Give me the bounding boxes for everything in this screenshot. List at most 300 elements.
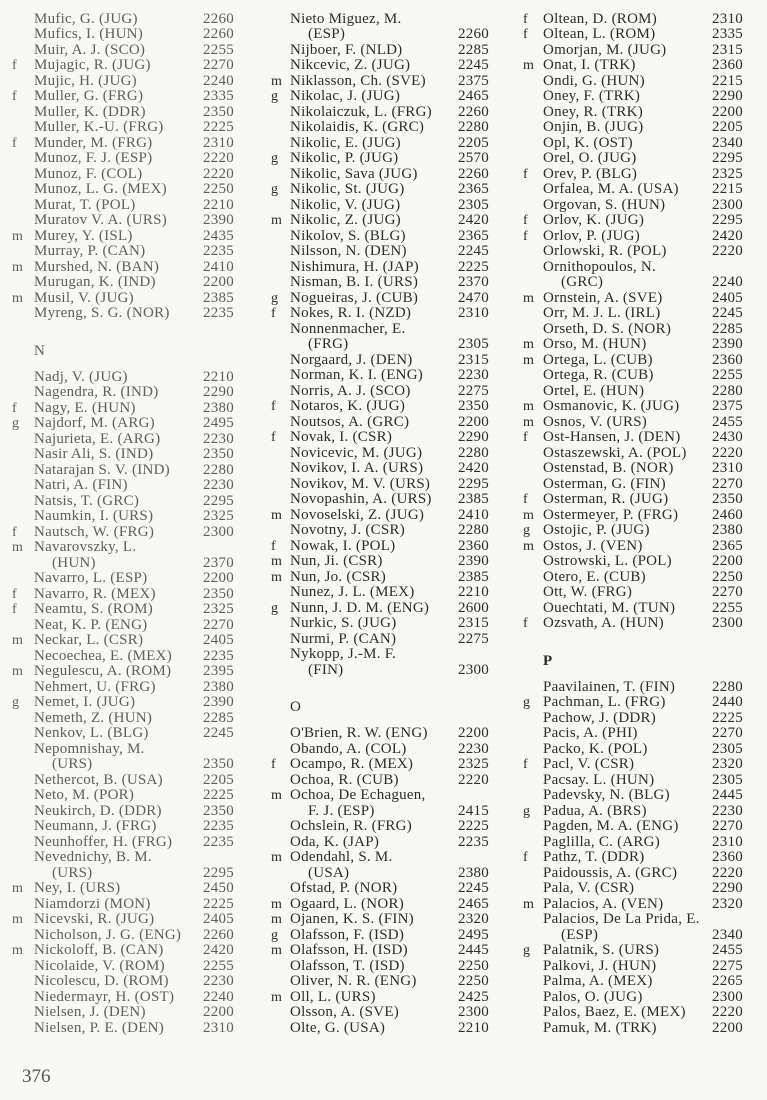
player-entry xyxy=(12,618,234,634)
player-name: Omorjan, M. (JUG) xyxy=(543,41,667,58)
player-name: Ocampo, R. (MEX) xyxy=(290,756,414,772)
player-name: Novicevic, M. (JUG) xyxy=(290,444,423,461)
player-name-continuation: (FRG) xyxy=(308,336,349,352)
player-rating: 2250 xyxy=(203,181,234,197)
player-name: Noutsos, A. (GRC) xyxy=(290,413,410,430)
player-name: Orlov, K. (JUG) xyxy=(543,212,645,228)
player-name: Norris, A. J. (SCO) xyxy=(290,382,411,399)
player-rating: 2405 xyxy=(203,632,234,648)
player-name-continuation: (URS) xyxy=(52,756,93,772)
player-entry xyxy=(523,835,743,851)
player-entry xyxy=(12,291,234,307)
player-entry xyxy=(12,912,234,928)
title-marker: m xyxy=(12,259,24,275)
title-marker: g xyxy=(271,151,279,166)
player-rating: 2470 xyxy=(458,289,489,306)
player-entry xyxy=(271,990,489,1006)
column-1 xyxy=(12,12,234,1037)
player-rating: 2335 xyxy=(712,26,743,42)
section-letter-heading xyxy=(523,654,743,670)
player-rating: 2270 xyxy=(203,616,234,633)
player-entry xyxy=(12,711,234,727)
player-entry xyxy=(271,897,489,913)
player-entry xyxy=(12,182,234,198)
player-name: Munoz, F. (COL) xyxy=(34,165,143,182)
player-entry xyxy=(12,494,234,510)
player-entry xyxy=(12,602,234,618)
player-name: Nikcevic, Z. (JUG) xyxy=(290,57,411,73)
player-name: Palacios, De La Prida, E. xyxy=(543,911,700,927)
player-rating: 2225 xyxy=(203,787,234,803)
player-entry xyxy=(12,370,234,386)
player-name: Ostaszewski, A. (POL) xyxy=(543,444,687,461)
player-entry xyxy=(12,680,234,696)
player-name: Nonnenmacher, E. xyxy=(290,320,406,337)
player-entry xyxy=(271,616,489,632)
player-rating: 2305 xyxy=(458,336,489,352)
player-entry xyxy=(271,182,489,198)
player-entry xyxy=(271,89,489,105)
player-name: Muller, K. (DDR) xyxy=(34,103,146,120)
player-name: Pamuk, M. (TRK) xyxy=(543,1019,657,1036)
player-entry xyxy=(271,788,489,804)
player-entry xyxy=(271,928,489,944)
player-name: Ornstein, A. (SVE) xyxy=(543,289,663,306)
player-name: Nenkov, L. (BLG) xyxy=(34,725,149,741)
player-entry xyxy=(12,43,234,59)
player-rating: 2205 xyxy=(458,134,489,151)
title-marker: g xyxy=(271,290,279,306)
player-rating: 2350 xyxy=(458,398,489,414)
player-name: Orev, P. (BLG) xyxy=(543,165,638,182)
player-entry xyxy=(271,198,489,214)
player-entry xyxy=(12,571,234,587)
player-name: Orgovan, S. (HUN) xyxy=(543,196,666,213)
player-rating: 2245 xyxy=(458,880,489,896)
player-rating: 2250 xyxy=(458,973,489,989)
player-name: Olafsson, F. (ISD) xyxy=(290,926,405,943)
player-entry xyxy=(271,368,489,384)
player-entry xyxy=(523,430,743,446)
player-entry xyxy=(523,384,743,400)
player-name: Orlov, P. (JUG) xyxy=(543,227,640,244)
player-name: Nogueiras, J. (CUB) xyxy=(290,289,419,306)
player-name: Naumkin, I. (URS) xyxy=(34,508,154,524)
player-rating: 2270 xyxy=(712,725,743,741)
player-entry xyxy=(523,601,743,617)
title-marker: g xyxy=(12,695,20,710)
player-name: O'Brien, R. W. (ENG) xyxy=(290,725,428,741)
title-marker: m xyxy=(271,73,283,89)
player-entry xyxy=(523,58,743,74)
player-name: Musil, V. (JUG) xyxy=(34,289,134,306)
player-entry xyxy=(12,990,234,1006)
player-entry xyxy=(523,1005,743,1021)
player-rating: 2450 xyxy=(203,880,234,896)
player-entry xyxy=(12,275,234,291)
player-rating: 2360 xyxy=(712,849,743,865)
player-name: Munoz, L. G. (MEX) xyxy=(34,181,167,197)
player-name: Obando, A. (COL) xyxy=(290,740,407,757)
title-marker: m xyxy=(523,58,535,73)
player-entry xyxy=(271,244,489,260)
player-rating: 2270 xyxy=(203,57,234,73)
player-entry xyxy=(271,523,489,539)
player-name: Orso, M. (HUN) xyxy=(543,336,647,352)
player-entry xyxy=(271,943,489,959)
player-name: Nilsson, N. (DEN) xyxy=(290,243,407,259)
player-rating: 2325 xyxy=(458,756,489,772)
player-rating: 2285 xyxy=(458,41,489,58)
player-entry xyxy=(12,447,234,463)
player-entry xyxy=(12,974,234,990)
player-rating: 2275 xyxy=(458,630,489,647)
player-entry xyxy=(12,463,234,479)
player-name: Mufic, G. (JUG) xyxy=(34,10,138,27)
player-entry xyxy=(523,974,743,990)
player-rating: 2220 xyxy=(203,165,234,182)
player-rating: 2365 xyxy=(458,227,489,244)
player-name: Oney, R. (TRK) xyxy=(543,103,644,120)
player-entry xyxy=(271,399,489,415)
player-entry xyxy=(523,819,743,835)
player-name: Neto, M. (POR) xyxy=(34,787,135,803)
player-entry xyxy=(271,58,489,74)
player-rating: 2200 xyxy=(458,725,489,741)
player-rating: 2325 xyxy=(203,601,234,617)
title-marker: g xyxy=(271,182,279,197)
player-entry xyxy=(271,508,489,524)
player-name: Ostenstad, B. (NOR) xyxy=(543,460,674,476)
player-rating: 2335 xyxy=(203,88,234,104)
player-rating: 2315 xyxy=(712,41,743,58)
title-marker: m xyxy=(12,633,24,648)
player-rating: 2445 xyxy=(458,942,489,958)
player-rating: 2300 xyxy=(458,661,489,678)
player-name: Nurmi, P. (CAN) xyxy=(290,630,397,647)
player-entry-continuation xyxy=(271,804,489,820)
title-marker: g xyxy=(271,600,279,616)
player-name: Oliver, N. R. (ENG) xyxy=(290,973,417,989)
player-rating: 2220 xyxy=(712,444,743,461)
player-name: Osterman, G. (FIN) xyxy=(543,475,666,492)
player-name: Ogaard, L. (NOR) xyxy=(290,895,404,912)
player-rating: 2245 xyxy=(203,725,234,741)
player-entry xyxy=(271,430,489,446)
player-entry xyxy=(271,601,489,617)
player-name: Pagden, M. A. (ENG) xyxy=(543,818,679,834)
player-name: Packo, K. (POL) xyxy=(543,740,648,757)
player-entry xyxy=(12,432,234,448)
title-marker: f xyxy=(523,166,528,182)
player-rating: 2315 xyxy=(458,351,489,368)
player-entry xyxy=(523,616,743,632)
player-rating: 2220 xyxy=(712,864,743,881)
player-name-continuation: (ESP) xyxy=(561,926,599,943)
player-name: Nikolic, E. (JUG) xyxy=(290,134,401,151)
player-entry xyxy=(271,835,489,851)
player-name: Muir, A. J. (SCO) xyxy=(34,41,146,58)
player-entry xyxy=(523,74,743,90)
player-entry xyxy=(271,105,489,121)
title-marker: m xyxy=(271,912,283,927)
title-marker: f xyxy=(523,757,528,772)
player-rating: 2325 xyxy=(712,165,743,182)
player-rating: 2370 xyxy=(458,274,489,290)
player-entry-continuation xyxy=(523,275,743,291)
title-marker: m xyxy=(271,788,283,803)
title-marker: g xyxy=(523,943,531,958)
player-rating: 2275 xyxy=(712,957,743,974)
player-entry xyxy=(271,819,489,835)
title-marker: f xyxy=(12,586,17,602)
player-rating: 2395 xyxy=(203,663,234,679)
player-rating: 2360 xyxy=(458,537,489,554)
player-name: Oda, K. (JAP) xyxy=(290,833,380,850)
player-rating: 2310 xyxy=(712,460,743,476)
player-rating: 2260 xyxy=(458,165,489,182)
player-rating: 2320 xyxy=(712,756,743,772)
title-marker: m xyxy=(523,414,535,430)
player-entry xyxy=(523,136,743,152)
player-rating: 2390 xyxy=(203,694,234,710)
player-entry xyxy=(12,167,234,183)
player-name: Olte, G. (USA) xyxy=(290,1019,386,1036)
player-name-continuation: (GRC) xyxy=(561,274,604,290)
player-rating: 2200 xyxy=(458,413,489,430)
player-rating: 2410 xyxy=(203,258,234,275)
player-entry xyxy=(271,492,489,508)
player-entry xyxy=(523,788,743,804)
player-name: Nadj, V. (JUG) xyxy=(34,368,128,385)
player-name: Nielsen, J. (DEN) xyxy=(34,1004,146,1020)
player-entry xyxy=(523,492,743,508)
player-entry xyxy=(271,850,489,866)
player-rating: 2420 xyxy=(458,460,489,476)
player-rating: 2350 xyxy=(203,446,234,462)
player-rating: 2270 xyxy=(712,818,743,834)
title-marker: g xyxy=(271,927,279,943)
title-marker: m xyxy=(523,399,535,414)
player-entry xyxy=(271,322,489,338)
player-rating: 2290 xyxy=(458,429,489,445)
player-name-continuation: (FIN) xyxy=(308,661,344,678)
player-name: Oltean, D. (ROM) xyxy=(543,10,657,27)
player-rating: 2230 xyxy=(458,740,489,757)
player-entry xyxy=(523,291,743,307)
player-name: Munoz, F. J. (ESP) xyxy=(34,150,153,166)
player-name: Orseth, D. S. (NOR) xyxy=(543,320,672,337)
player-rating: 2465 xyxy=(458,895,489,912)
player-name: Nokes, R. I. (NZD) xyxy=(290,305,412,321)
player-name: Novoselski, Z. (JUG) xyxy=(290,506,425,523)
section-letter: N xyxy=(34,342,45,359)
player-rating: 2425 xyxy=(458,988,489,1005)
player-rating: 2200 xyxy=(203,570,234,586)
player-name: Nagendra, R. (IND) xyxy=(34,384,159,400)
player-rating: 2200 xyxy=(203,274,234,290)
player-rating: 2230 xyxy=(203,430,234,447)
player-entry xyxy=(271,1005,489,1021)
player-rating: 2240 xyxy=(712,274,743,290)
player-name: Oll, L. (URS) xyxy=(290,988,376,1005)
player-rating: 2360 xyxy=(712,57,743,73)
player-name: Orel, O. (JUG) xyxy=(543,150,637,166)
player-entry xyxy=(12,105,234,121)
player-name: Ostrowski, L. (POL) xyxy=(543,553,672,569)
player-name: Ney, I. (URS) xyxy=(34,880,121,896)
player-entry xyxy=(523,120,743,136)
player-name: Nevednichy, B. M. xyxy=(34,849,152,865)
player-rating: 2290 xyxy=(712,880,743,896)
title-marker: m xyxy=(271,213,283,228)
player-rating: 2225 xyxy=(458,818,489,834)
player-rating: 2300 xyxy=(458,1004,489,1020)
player-name: Olafsson, T. (ISD) xyxy=(290,957,405,974)
player-name: Palatnik, S. (URS) xyxy=(543,942,660,958)
player-entry xyxy=(271,647,489,663)
player-name: Nisman, B. I. (URS) xyxy=(290,274,419,290)
player-entry xyxy=(523,508,743,524)
player-entry xyxy=(523,12,743,28)
player-entry xyxy=(271,742,489,758)
player-entry xyxy=(523,539,743,555)
title-marker: m xyxy=(271,943,283,958)
player-entry xyxy=(12,959,234,975)
title-marker: f xyxy=(271,757,276,772)
player-entry xyxy=(271,306,489,322)
player-entry xyxy=(523,461,743,477)
player-entry xyxy=(271,353,489,369)
player-entry xyxy=(12,773,234,789)
player-name-continuation: (ESP) xyxy=(308,26,346,42)
player-name: Palos, O. (JUG) xyxy=(543,988,643,1005)
title-marker: m xyxy=(12,290,24,306)
player-entry xyxy=(523,1021,743,1037)
player-name: Nepomnishay, M. xyxy=(34,740,145,757)
player-entry xyxy=(271,585,489,601)
player-entry xyxy=(12,509,234,525)
player-entry xyxy=(271,1021,489,1037)
player-entry-continuation xyxy=(271,866,489,882)
player-entry xyxy=(12,213,234,229)
title-marker: m xyxy=(271,554,283,569)
player-rating: 2220 xyxy=(712,1004,743,1020)
player-entry xyxy=(12,58,234,74)
player-rating: 2285 xyxy=(203,709,234,726)
player-rating: 2225 xyxy=(458,258,489,275)
player-name: Myreng, S. G. (NOR) xyxy=(34,305,170,321)
player-entry xyxy=(12,897,234,913)
player-entry xyxy=(12,540,234,556)
player-name: Ost-Hansen, J. (DEN) xyxy=(543,429,681,445)
title-marker: f xyxy=(271,430,276,445)
player-rating: 2380 xyxy=(712,522,743,538)
player-entry xyxy=(523,554,743,570)
player-rating: 2285 xyxy=(712,320,743,337)
player-rating: 2415 xyxy=(458,802,489,819)
player-rating: 2280 xyxy=(458,522,489,538)
player-name: Ornithopoulos, N. xyxy=(543,258,656,275)
player-name: Ouechtati, M. (TUN) xyxy=(543,599,676,616)
title-marker: g xyxy=(523,695,531,710)
player-name: Nagy, E. (HUN) xyxy=(34,399,136,416)
player-rating: 2305 xyxy=(712,771,743,788)
player-name: Odendahl, S. M. xyxy=(290,849,393,865)
player-rating: 2215 xyxy=(712,181,743,197)
player-rating: 2350 xyxy=(203,756,234,772)
player-name: Nikolic, P. (JUG) xyxy=(290,150,399,166)
player-name: Nicevski, R. (JUG) xyxy=(34,911,155,927)
player-name: Niamdorzi (MON) xyxy=(34,895,151,912)
player-name: Palma, A. (MEX) xyxy=(543,973,653,989)
player-rating: 2305 xyxy=(712,740,743,757)
player-name: Neukirch, D. (DDR) xyxy=(34,802,162,819)
player-rating: 2455 xyxy=(712,413,743,430)
title-marker: f xyxy=(271,399,276,414)
player-rating: 2245 xyxy=(458,243,489,259)
page-number: 376 xyxy=(22,1066,51,1087)
player-entry xyxy=(271,260,489,276)
player-rating: 2420 xyxy=(458,212,489,228)
title-marker: f xyxy=(523,27,528,42)
player-entry xyxy=(523,167,743,183)
player-rating: 2210 xyxy=(458,1019,489,1036)
player-entry xyxy=(523,711,743,727)
player-name: Novikov, M. V. (URS) xyxy=(290,475,431,492)
player-entry xyxy=(12,633,234,649)
player-name: Nikolac, J. (JUG) xyxy=(290,88,401,104)
player-rating: 2460 xyxy=(712,506,743,523)
player-name: Nielsen, P. E. (DEN) xyxy=(34,1019,164,1036)
player-rating: 2260 xyxy=(203,10,234,27)
player-entry xyxy=(523,757,743,773)
player-name: Ortega, L. (CUB) xyxy=(543,351,653,368)
player-rating: 2430 xyxy=(712,429,743,445)
player-name: Najdorf, M. (ARG) xyxy=(34,415,155,431)
player-rating: 2235 xyxy=(203,305,234,321)
title-marker: m xyxy=(12,912,24,927)
player-entry xyxy=(12,819,234,835)
player-name: Nicolaide, V. (ROM) xyxy=(34,957,165,974)
player-rating: 2310 xyxy=(458,305,489,321)
title-marker: m xyxy=(271,896,283,912)
player-rating: 2225 xyxy=(203,119,234,135)
title-marker: g xyxy=(12,416,20,431)
player-entry xyxy=(12,89,234,105)
player-rating: 2310 xyxy=(712,10,743,27)
player-rating: 2375 xyxy=(458,72,489,89)
player-name: Mufics, I. (HUN) xyxy=(34,26,143,42)
player-entry xyxy=(12,928,234,944)
player-entry xyxy=(12,401,234,417)
player-rating: 2315 xyxy=(458,615,489,631)
player-rating: 2250 xyxy=(458,957,489,974)
player-entry xyxy=(12,12,234,28)
player-rating: 2205 xyxy=(203,771,234,788)
player-rating: 2280 xyxy=(458,119,489,135)
player-entry xyxy=(12,788,234,804)
player-rating: 2340 xyxy=(712,134,743,151)
player-name: Orlowski, R. (POL) xyxy=(543,243,667,259)
player-entry xyxy=(523,897,743,913)
player-name: Olsson, A. (SVE) xyxy=(290,1004,400,1020)
player-name: Ostermeyer, P. (FRG) xyxy=(543,506,679,523)
player-rating: 2240 xyxy=(203,72,234,89)
player-rating: 2465 xyxy=(458,88,489,104)
player-rating: 2260 xyxy=(458,103,489,120)
player-entry xyxy=(523,244,743,260)
